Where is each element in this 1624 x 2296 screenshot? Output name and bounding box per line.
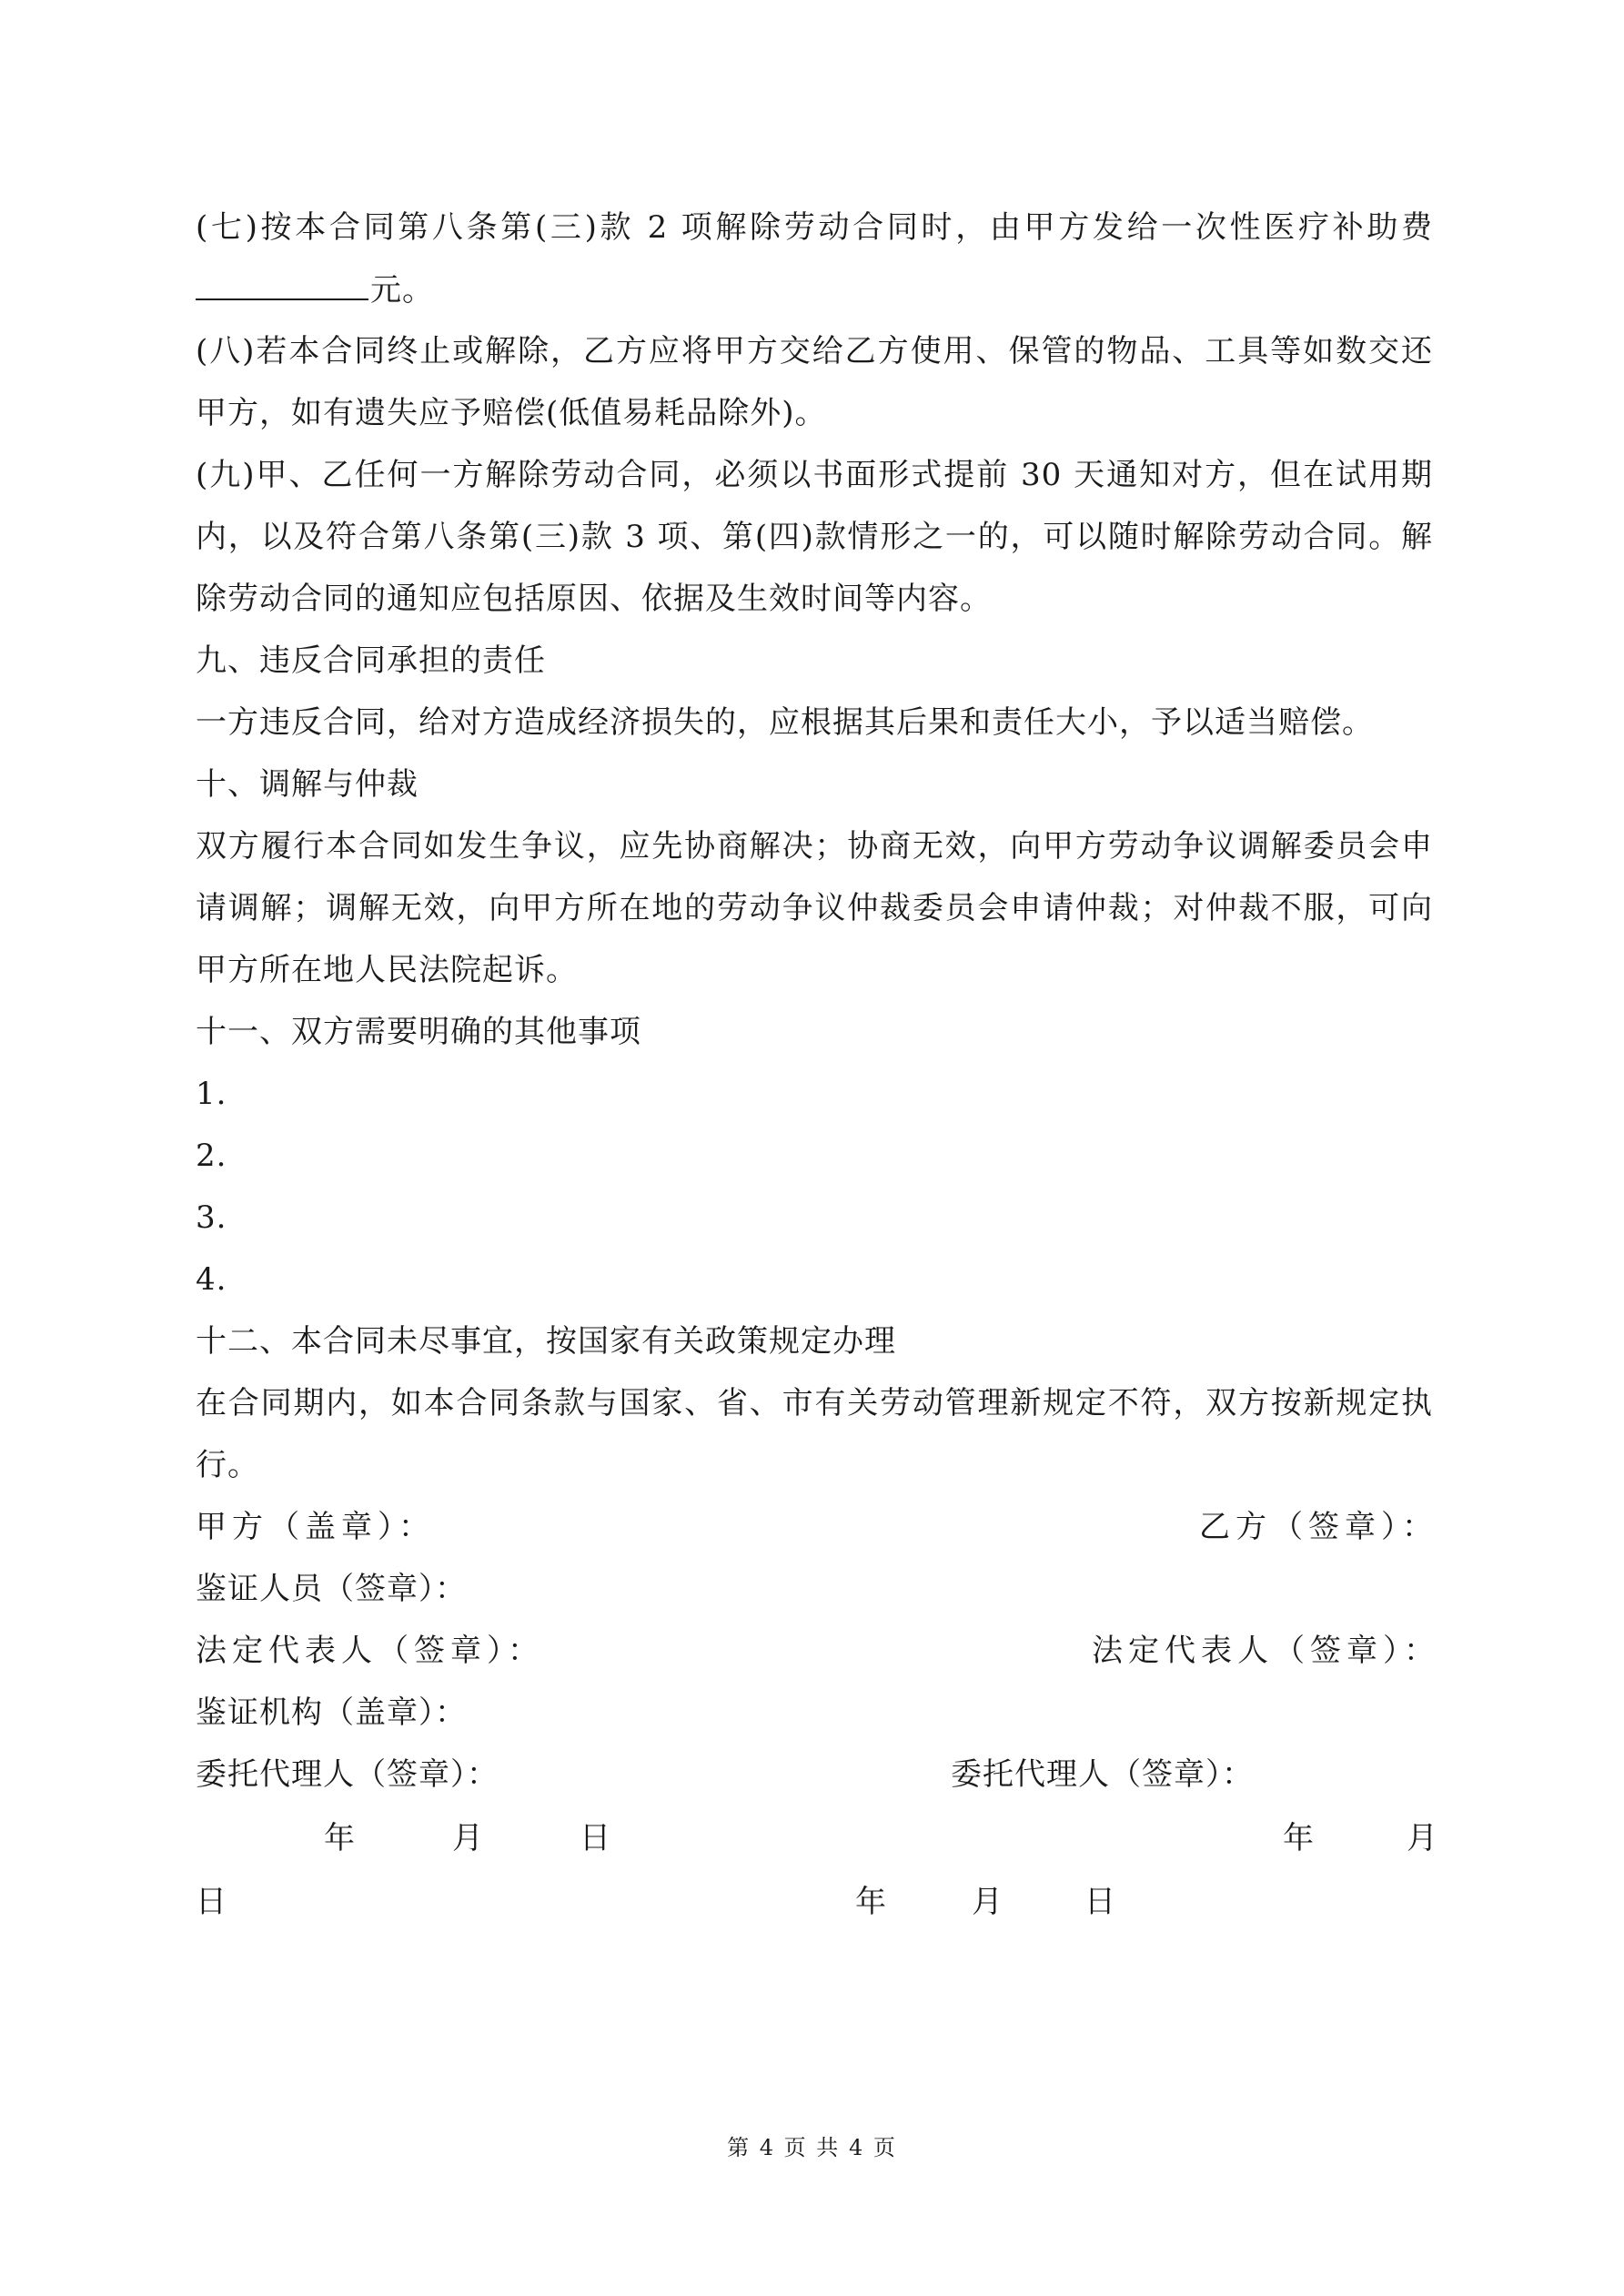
clause-9-line-1: (九)甲、乙任何一方解除劳动合同，必须以书面形式提前 30 天通知对方，但在试用期 [196,457,1433,493]
clause-9-line-2: 内，以及符合第八条第(三)款 3 项、第(四)款情形之一的，可以随时解除劳动合同。解 [196,519,1433,555]
witness-org-label: 鉴证机构（盖章）： [196,1694,467,1731]
section-10-line-2: 请调解；调解无效，向甲方所在地的劳动争议仲裁委员会申请仲裁；对仲裁不服，可向 [196,890,1433,926]
section-10-line-1: 双方履行本合同如发生争议，应先协商解决；协商无效，向甲方劳动争议调解委员会申 [196,828,1433,865]
agent-a-label: 委托代理人（签章）： [196,1756,499,1793]
page-number-footer: 第 4 页 共 4 页 [727,2135,897,2160]
clause-9-line-3: 除劳动合同的通知应包括原因、依据及生效时间等内容。 [196,581,992,617]
section-11-item-4: 4. [196,1261,227,1298]
section-11-title: 十一、双方需要明确的其他事项 [196,1014,641,1050]
section-11-item-3: 3. [196,1199,227,1236]
witness-person-label: 鉴证人员（签章）： [196,1571,467,1607]
section-9-title: 九、违反合同承担的责任 [196,642,546,679]
fill-in-blank [196,271,368,300]
section-9-body: 一方违反合同，给对方造成经济损失的，应根据其后果和责任大小，予以适当赔偿。 [196,704,1374,741]
date-a-year: 年 [324,1820,356,1856]
date-c-year: 年 [855,1884,887,1920]
section-10-line-3: 甲方所在地人民法院起诉。 [196,952,578,988]
legal-rep-a-label: 法定代表人（签章）： [196,1633,544,1669]
date-c-day: 日 [1084,1884,1116,1920]
clause-8-line-2: 甲方，如有遗失应予赔偿(低值易耗品除外)。 [196,395,827,431]
clause-7-suffix: 元。 [370,272,434,308]
section-10-title: 十、调解与仲裁 [196,766,419,803]
section-11-item-2: 2. [196,1138,227,1174]
date-a-day-placeholder: 日 [580,1820,611,1856]
date-b-day: 日 [196,1884,227,1920]
party-b-sign-label: 乙方（签章）： [1199,1509,1438,1545]
legal-rep-b-label: 法定代表人（签章）： [1092,1633,1440,1669]
date-c-month: 月 [972,1884,1004,1920]
section-12-line-2: 行。 [196,1447,259,1483]
section-12-title: 十二、本合同未尽事宜，按国家有关政策规定办理 [196,1323,896,1360]
date-b-month: 月 [1407,1820,1438,1856]
agent-b-label: 委托代理人（签章）： [951,1756,1254,1793]
date-a-month: 月 [452,1820,484,1856]
clause-7-line-2 [196,271,434,308]
section-11-item-1: 1. [196,1076,227,1112]
party-a-seal-label: 甲方（盖章）： [196,1509,435,1545]
clause-8-line-1: (八)若本合同终止或解除，乙方应将甲方交给乙方使用、保管的物品、工具等如数交还 [196,333,1433,369]
date-b-year: 年 [1283,1820,1315,1856]
section-12-line-1: 在合同期内，如本合同条款与国家、省、市有关劳动管理新规定不符，双方按新规定执 [196,1385,1433,1421]
clause-7-line-1: (七)按本合同第八条第(三)款 2 项解除劳动合同时，由甲方发给一次性医疗补助费 [196,209,1433,246]
